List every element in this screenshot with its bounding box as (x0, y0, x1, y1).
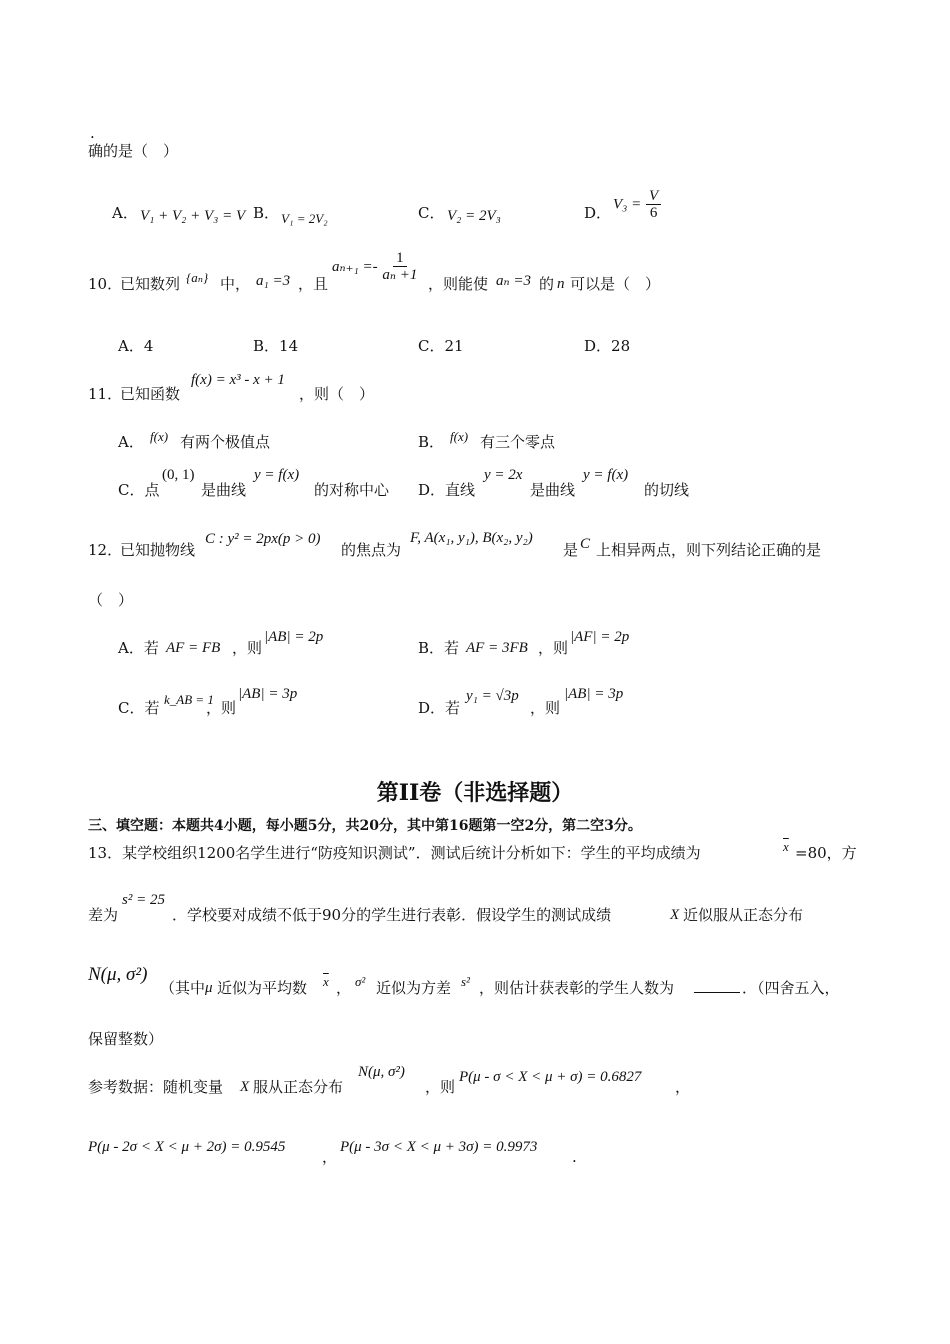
q13-dot: . (572, 1148, 577, 1166)
q11-option-c-text-2: 的对称中心 (314, 481, 390, 499)
q12-option-d-label: D．若 (418, 699, 461, 717)
q13-line2c: 近似服从正态分布 (683, 906, 804, 924)
q13-prob-2: P(μ - 2σ < X < μ + 2σ) = 0.9545 (88, 1139, 286, 1155)
q13-line1: 13．某学校组织1200名学生进行“防疫知识测试”．测试后统计分析如下：学生的平均成绩为 (88, 844, 701, 862)
q12-option-d-cond: y₁ = √3p (466, 688, 519, 704)
q11-option-d-curve: y = f(x) (583, 467, 629, 483)
q12-option-a-cond: AF = FB (166, 640, 221, 656)
q10-text-3: ，且 (298, 275, 329, 293)
q12-curve: C : y² = 2px(p > 0) (205, 531, 321, 547)
q10-option-b: B．14 (253, 337, 299, 355)
q13-comma-2: ， (322, 1148, 338, 1166)
q11-option-b-text: 有三个零点 (480, 433, 556, 451)
q11-text-2: ，则（ ） (299, 385, 375, 403)
q10-rec-den: aₙ +1 (382, 267, 418, 283)
q12-text-3: 是 (563, 541, 579, 559)
q13-line3a: （其中 (160, 979, 206, 997)
q12-option-a-then: ，则 (232, 639, 263, 657)
q13-line3b: 近似为平均数 (217, 979, 308, 997)
q12-option-a-res: |AB| = 2p (264, 629, 324, 645)
q11-option-b-label: B． (418, 433, 445, 451)
q12-option-b-label: B．若 (418, 639, 460, 657)
q13-prob-1: P(μ - σ < X < μ + σ) = 0.6827 (459, 1069, 642, 1085)
q12-option-c-label: C．若 (118, 699, 160, 717)
q13-sigma2: σ² (355, 974, 366, 989)
q11-option-c-label: C．点 (118, 481, 160, 499)
q13-s2b: s² (461, 974, 470, 989)
q12-text-2: 的焦点为 (341, 541, 402, 559)
q11-option-a-label: A． (118, 433, 144, 451)
part2-title: 第II卷（非选择题） (376, 780, 574, 806)
q12-option-c-res: |AB| = 3p (238, 686, 298, 702)
q11-option-d-line: y = 2x (484, 467, 523, 483)
q9-d-den: 6 (649, 205, 658, 221)
q12-text-4: 上相异两点，则下列结论正确的是 (596, 541, 822, 559)
q10-number: 10． (88, 275, 123, 293)
q12-points: F, A(x₁, y₁), B(x₂, y₂) (410, 530, 533, 546)
q10-text-6: 可以是（ ） (570, 275, 661, 293)
q13-ref-b: 服从正态分布 (253, 1078, 344, 1096)
q9-option-a-label: A． (112, 204, 138, 222)
q11-option-d-label: D．直线 (418, 481, 476, 499)
q11-option-c-curve: y = f(x) (254, 467, 300, 483)
q13-line3e: ，则估计获表彰的学生人数为 (479, 979, 675, 997)
q13-line4: 保留整数） (88, 1030, 164, 1048)
q13-mu: μ (205, 980, 213, 996)
q13-line3c: ， (336, 979, 352, 997)
q12-option-b-res: |AF| = 2p (570, 629, 630, 645)
q10-text-2: 中， (220, 275, 251, 293)
q13-x: X (670, 907, 680, 923)
q10-text-4: ，则能使 (428, 275, 489, 293)
q10-rec-lhs: aₙ₊₁ =- (332, 259, 378, 275)
q10-text-5: 的 (539, 275, 555, 293)
q11-function: f(x) = x³ - x + 1 (191, 372, 285, 388)
q12-text-1: 已知抛物线 (120, 541, 196, 559)
q10-option-d: D．28 (584, 337, 631, 355)
section3-heading: 三、填空题：本题共4小题，每小题5分，共20分，其中第16题第一空2分，第二空3分。 (88, 818, 642, 834)
q10-rec-num: 1 (393, 250, 407, 267)
q11-option-c-text-1: 是曲线 (201, 481, 247, 499)
q12-option-c-then: ，则 (206, 699, 237, 717)
q11-option-a-f: f(x) (150, 429, 169, 444)
q12-option-d-then: ，则 (530, 699, 561, 717)
q9-d-lhs: V₃ = (613, 196, 642, 213)
q12-paren: （ ） (88, 591, 134, 609)
q12-number: 12． (88, 541, 123, 559)
q9-option-a-expr: V₁ + V₂ + V₃ = V (140, 208, 246, 224)
q9-option-c-expr: V₂ = 2V₃ (447, 208, 501, 224)
q13-answer-blank[interactable] (694, 978, 740, 998)
q11-option-a-text: 有两个极值点 (180, 433, 271, 451)
q9-tail: 确的是（ ） (88, 142, 179, 160)
page-dot: . (90, 124, 95, 142)
q10-recurrence (332, 250, 417, 284)
q12-option-b-then: ，则 (538, 639, 569, 657)
q13-variance: s² = 25 (122, 892, 165, 908)
q13-xbar-2: $\overline{x}$ (323, 974, 329, 989)
q13-xbar: $\overline{x}$ (783, 839, 789, 854)
q10-sequence: {aₙ} (186, 270, 209, 285)
q11-option-d-text-2: 的切线 (644, 481, 690, 499)
q13-line3f: ．（四舍五入， (742, 979, 840, 997)
q13-prob-3: P(μ - 3σ < X < μ + 3σ) = 0.9973 (340, 1139, 538, 1155)
q13-line2b: ．学校要对成绩不低于90分的学生进行表彰．假设学生的测试成绩 (172, 906, 612, 924)
q12-option-d-res: |AB| = 3p (564, 686, 624, 702)
q12-option-c-cond: k_AB = 1 (164, 692, 214, 707)
q9-option-d-label: D． (584, 204, 612, 222)
q12-option-b-cond: AF = 3FB (466, 640, 528, 656)
q9-option-d-expr (613, 188, 661, 221)
q11-option-b-f: f(x) (450, 429, 469, 444)
q9-option-c-label: C． (418, 204, 445, 222)
q13-ref-normal: N(μ, σ²) (358, 1064, 405, 1080)
q13-ref-a: 参考数据：随机变量 (88, 1078, 224, 1096)
q10-text-1: 已知数列 (120, 275, 181, 293)
q13-line1b: =80，方 (795, 844, 857, 862)
q11-option-c-point: (0, 1) (162, 467, 195, 483)
q11-number: 11． (88, 385, 123, 403)
q13-normal: N(μ, σ²) (88, 964, 148, 985)
q10-n: n (557, 276, 565, 292)
q10-option-c: C．21 (418, 337, 464, 355)
q13-ref-c: ，则 (425, 1078, 456, 1096)
q12-option-a-label: A．若 (118, 639, 159, 657)
q9-option-b-label: B． (253, 204, 280, 222)
q9-option-b-expr: V₁ = 2V₂ (281, 211, 328, 226)
q9-d-num: V (646, 188, 661, 205)
q11-option-d-text-1: 是曲线 (530, 481, 576, 499)
q11-text-1: 已知函数 (120, 385, 181, 403)
q13-comma-1: ， (675, 1078, 691, 1096)
q12-c: C (580, 536, 591, 552)
q10-option-a: A．4 (118, 337, 154, 355)
q10-an: aₙ =3 (496, 273, 531, 289)
q13-line3d: 近似为方差 (376, 979, 452, 997)
q10-a1: a₁ =3 (256, 273, 291, 289)
q13-line2a: 差为 (88, 906, 119, 924)
q13-ref-x: X (240, 1079, 250, 1095)
